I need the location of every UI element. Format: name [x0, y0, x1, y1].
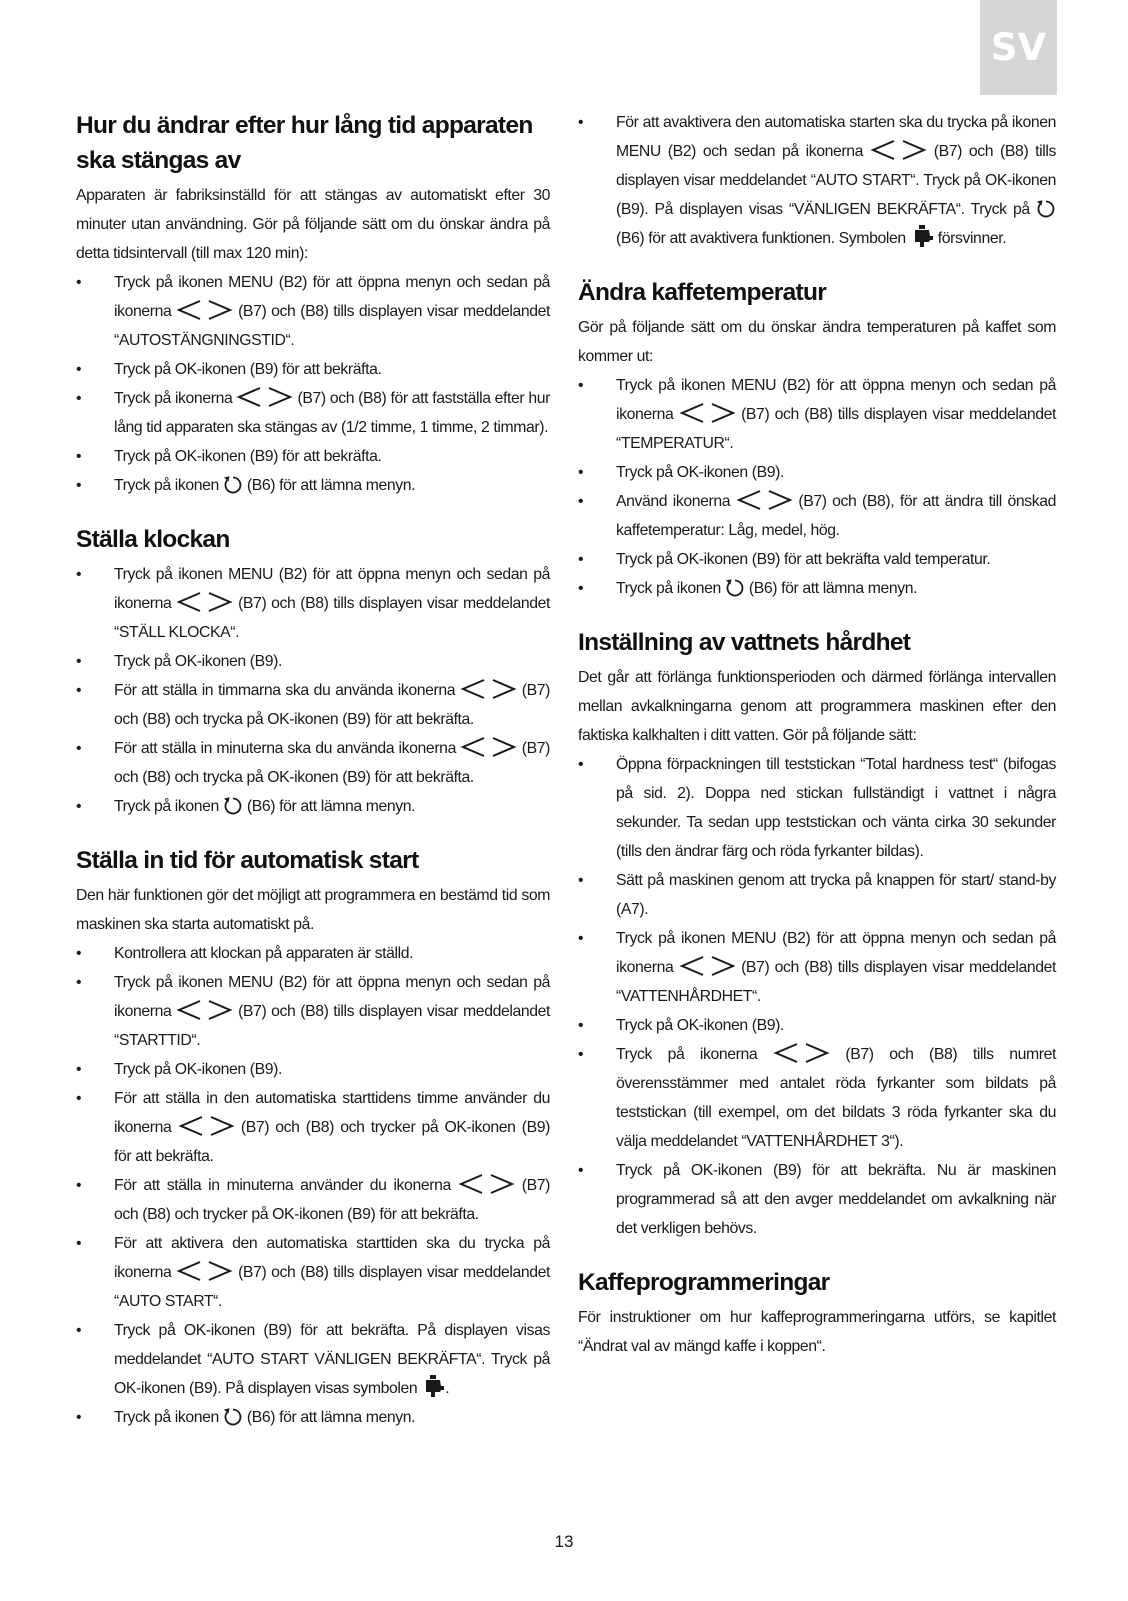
list-item — [578, 545, 1056, 574]
section-water-hardness — [578, 625, 1056, 1243]
text: (B7) och (B8) tills displayen visar meddelandet “AUTO START“. Tryck på OK-ikonen (B9). På displayen visas “VÄNLIGEN BEKRÄFTA“. Tryck på — [616, 143, 1056, 218]
text: Tryck på ikonen — [616, 580, 721, 597]
text: Tryck på OK-ikonen (B9) för att bekräfta. På displayen visas meddelandet “AUTO START VÄNLIGEN BEKRÄFTA“. Tryck på OK-ikonen (B9). På displayen visas symbolen — [114, 1322, 550, 1397]
language-tab — [980, 0, 1057, 95]
list-item — [76, 1229, 550, 1316]
step-list — [76, 560, 550, 821]
list-item — [76, 355, 550, 384]
list-item — [76, 268, 550, 355]
text: Använd ikonerna — [616, 493, 731, 510]
left-right-arrows-icon — [176, 299, 233, 321]
text: (B6) för att lämna menyn. — [246, 477, 416, 494]
section-auto-start — [76, 843, 550, 1432]
text: (B7) och (B8) tills displayen visar meddelandet “AUTOSTÄNGNINGSTID“. — [114, 303, 550, 349]
text: (B7) och (B8) och trycka på OK-ikonen (B9) för att bekräfta. — [114, 740, 550, 786]
list-item — [76, 968, 550, 1055]
list-item — [578, 487, 1056, 545]
text: Tryck på OK-ikonen (B9) för att bekräfta vald temperatur. — [616, 551, 991, 568]
list-item — [76, 471, 550, 500]
left-right-arrows-icon — [176, 1260, 233, 1282]
section-intro: Apparaten är fabriksinställd för att stängas av automatiskt efter 30 minuter utan användning. Gör på följande sätt om du önskar ändra på detta tidsintervall (till max 120 min): — [76, 187, 550, 262]
list-item — [76, 1171, 550, 1229]
text: (B7) och (B8), för att ändra till önskad kaffetemperatur: Låg, medel, hög. — [616, 493, 1057, 539]
section-intro: För instruktioner om hur kaffeprogrammeringarna utförs, se kapitlet “Ändrat val av mängd kaffe i koppen“. — [578, 1309, 1056, 1355]
left-right-arrows-icon — [460, 736, 517, 758]
list-item — [578, 866, 1056, 924]
return-icon — [1036, 199, 1056, 219]
step-list — [76, 268, 550, 500]
text: (B6) för att lämna menyn. — [246, 798, 416, 815]
right-column — [578, 108, 1056, 1361]
text: Kontrollera att klockan på apparaten är ställd. — [114, 945, 414, 962]
section-coffee-temperature — [578, 275, 1056, 603]
text: Tryck på ikonerna — [114, 390, 233, 407]
list-item — [76, 792, 550, 821]
text: För att ställa in timmarna ska du använda ikonerna — [114, 682, 456, 699]
list-item — [76, 1316, 550, 1403]
left-right-arrows-icon — [176, 999, 233, 1021]
page-number: 13 — [554, 1532, 574, 1551]
text: Tryck på ikonen MENU (B2) för att öppna menyn och sedan på ikonerna — [616, 377, 1056, 423]
section-title: Ändra kaffetemperatur — [578, 279, 827, 306]
step-list — [76, 939, 550, 1432]
section-title: Ställa in tid för automatisk start — [76, 847, 419, 874]
text: . — [445, 1380, 450, 1397]
text: För att ställa in den automatiska starttidens timme använder du ikonerna — [114, 1090, 550, 1136]
step-list — [578, 371, 1056, 603]
text: Tryck på ikonen — [114, 798, 219, 815]
list-item — [76, 676, 550, 734]
text: Tryck på OK-ikonen (B9) för att bekräfta. — [114, 448, 382, 465]
section-intro: Det går att förlänga funktionsperioden och därmed förlänga intervallen mellan avkalkningarna genom att programmera maskinen efter den faktiska kalkhalten i ditt vatten. Gör på följande sätt: — [578, 669, 1056, 744]
text: (B7) och (B8) tills displayen visar meddelandet “STÄLL KLOCKA“. — [114, 595, 550, 641]
list-item — [76, 939, 550, 968]
text: Tryck på OK-ikonen (B9). — [114, 1061, 283, 1078]
list-item — [578, 1156, 1056, 1243]
text: (B7) och (B8) och trycker på OK-ikonen (B9) för att bekräfta. — [114, 1177, 550, 1223]
text: Tryck på ikonen — [114, 477, 219, 494]
text: För att avaktivera den automatiska starten ska du trycka på ikonen MENU (B2) och sedan på ikonerna — [616, 114, 1056, 160]
text: (B7) och (B8) och trycka på OK-ikonen (B9) för att bekräfta. — [114, 682, 550, 728]
list-item — [578, 1040, 1056, 1156]
text: Tryck på OK-ikonen (B9) för att bekräfta. — [114, 361, 382, 378]
text: (B7) och (B8) tills numret överensstämmer med antalet röda fyrkanter som bildats på teststickan (till exempel, om det bildats 3 röda fyrkanter ska du välja meddelandet “VATTENHÅRDHET 3“). — [616, 1046, 1056, 1150]
section-auto-start-continued — [578, 108, 1056, 253]
text: (B7) och (B8) tills displayen visar meddelandet “STARTTID“. — [114, 1003, 550, 1049]
text: (B7) och (B8) tills displayen visar meddelandet “VATTENHÅRDHET“. — [616, 959, 1056, 1005]
section-intro: Den här funktionen gör det möjligt att programmera en bestämd tid som maskinen ska starta automatiskt på. — [76, 887, 550, 933]
text: För att ställa in minuterna ska du använda ikonerna — [114, 740, 456, 757]
return-icon — [725, 578, 745, 598]
list-item — [578, 371, 1056, 458]
list-item — [578, 574, 1056, 603]
section-set-clock — [76, 522, 550, 821]
left-right-arrows-icon — [178, 1115, 235, 1137]
list-item — [76, 384, 550, 442]
list-item — [578, 924, 1056, 1011]
text: Tryck på ikonen — [114, 1409, 219, 1426]
auto-start-cup-icon — [421, 1374, 445, 1398]
step-list — [578, 750, 1056, 1243]
section-title: Ställa klockan — [76, 526, 230, 553]
text: (B7) och (B8) och trycker på OK-ikonen (B9) för att bekräfta. — [114, 1119, 550, 1165]
left-right-arrows-icon — [679, 955, 736, 977]
section-title: Hur du ändrar efter hur lång tid apparaten ska stängas av — [76, 112, 533, 174]
list-item — [76, 1055, 550, 1084]
list-item — [76, 734, 550, 792]
step-list — [578, 108, 1056, 253]
list-item — [578, 1011, 1056, 1040]
text: Tryck på ikonen MENU (B2) för att öppna menyn och sedan på ikonerna — [114, 566, 550, 612]
left-right-arrows-icon — [458, 1173, 515, 1195]
return-icon — [223, 1407, 243, 1427]
left-column — [76, 108, 550, 1432]
return-icon — [223, 475, 243, 495]
text: (B7) och (B8) för att fastställa efter hur lång tid apparaten ska stängas av (1/2 timme, 1 timme, 2 timmar). — [114, 390, 550, 436]
left-right-arrows-icon — [460, 678, 517, 700]
left-right-arrows-icon — [176, 591, 233, 613]
left-right-arrows-icon — [736, 489, 793, 511]
text: (B7) och (B8) tills displayen visar meddelandet “TEMPERATUR“. — [616, 406, 1056, 452]
text: Tryck på ikonen MENU (B2) för att öppna menyn och sedan på ikonerna — [114, 274, 550, 320]
auto-start-cup-icon — [910, 224, 934, 248]
list-item — [578, 458, 1056, 487]
left-right-arrows-icon — [679, 402, 736, 424]
language-tab-label: SV — [990, 26, 1047, 69]
text: Tryck på ikonerna — [616, 1046, 758, 1063]
text: (B6) för att avaktivera funktionen. Symbolen — [616, 230, 906, 247]
list-item — [76, 442, 550, 471]
text: Tryck på OK-ikonen (B9). — [616, 464, 785, 481]
list-item — [76, 560, 550, 647]
return-icon — [223, 796, 243, 816]
list-item — [76, 1084, 550, 1171]
text: För att aktivera den automatiska starttiden ska du trycka på ikonerna — [114, 1235, 550, 1281]
text: Tryck på OK-ikonen (B9). — [616, 1017, 785, 1034]
section-auto-off — [76, 108, 550, 500]
list-item — [76, 647, 550, 676]
text: Tryck på OK-ikonen (B9). — [114, 653, 283, 670]
text: För att ställa in minuterna använder du ikonerna — [114, 1177, 451, 1194]
left-right-arrows-icon — [870, 139, 927, 161]
text: försvinner. — [937, 230, 1007, 247]
list-item — [76, 1403, 550, 1432]
list-item — [578, 750, 1056, 866]
text: Sätt på maskinen genom att trycka på knappen för start/ stand-by (A7). — [616, 872, 1056, 918]
left-right-arrows-icon — [236, 386, 293, 408]
section-coffee-programming — [578, 1265, 1056, 1361]
section-title: Kaffeprogrammeringar — [578, 1269, 830, 1296]
text: Tryck på ikonen MENU (B2) för att öppna menyn och sedan på ikonerna — [114, 974, 550, 1020]
section-title: Inställning av vattnets hårdhet — [578, 629, 911, 656]
text: Tryck på ikonen MENU (B2) för att öppna menyn och sedan på ikonerna — [616, 930, 1056, 976]
text: Tryck på OK-ikonen (B9) för att bekräfta. Nu är maskinen programmerad så att den avger meddelandet om avkalkning när det verkligen behövs. — [616, 1162, 1056, 1237]
list-item — [578, 108, 1056, 253]
text: (B6) för att lämna menyn. — [748, 580, 918, 597]
text: (B7) och (B8) tills displayen visar meddelandet “AUTO START“. — [114, 1264, 550, 1310]
left-right-arrows-icon — [773, 1042, 830, 1064]
text: Öppna förpackningen till teststickan “Total hardness test“ (bifogas på sid. 2). Doppa ned stickan fullständigt i vattnet i några sekunder. Ta sedan upp teststickan och vänta cirka 30 sekunder (tills den ändrar färg och röda fyrkanter bildas). — [616, 756, 1056, 860]
text: (B6) för att lämna menyn. — [246, 1409, 416, 1426]
section-intro: Gör på följande sätt om du önskar ändra temperaturen på kaffet som kommer ut: — [578, 319, 1056, 365]
